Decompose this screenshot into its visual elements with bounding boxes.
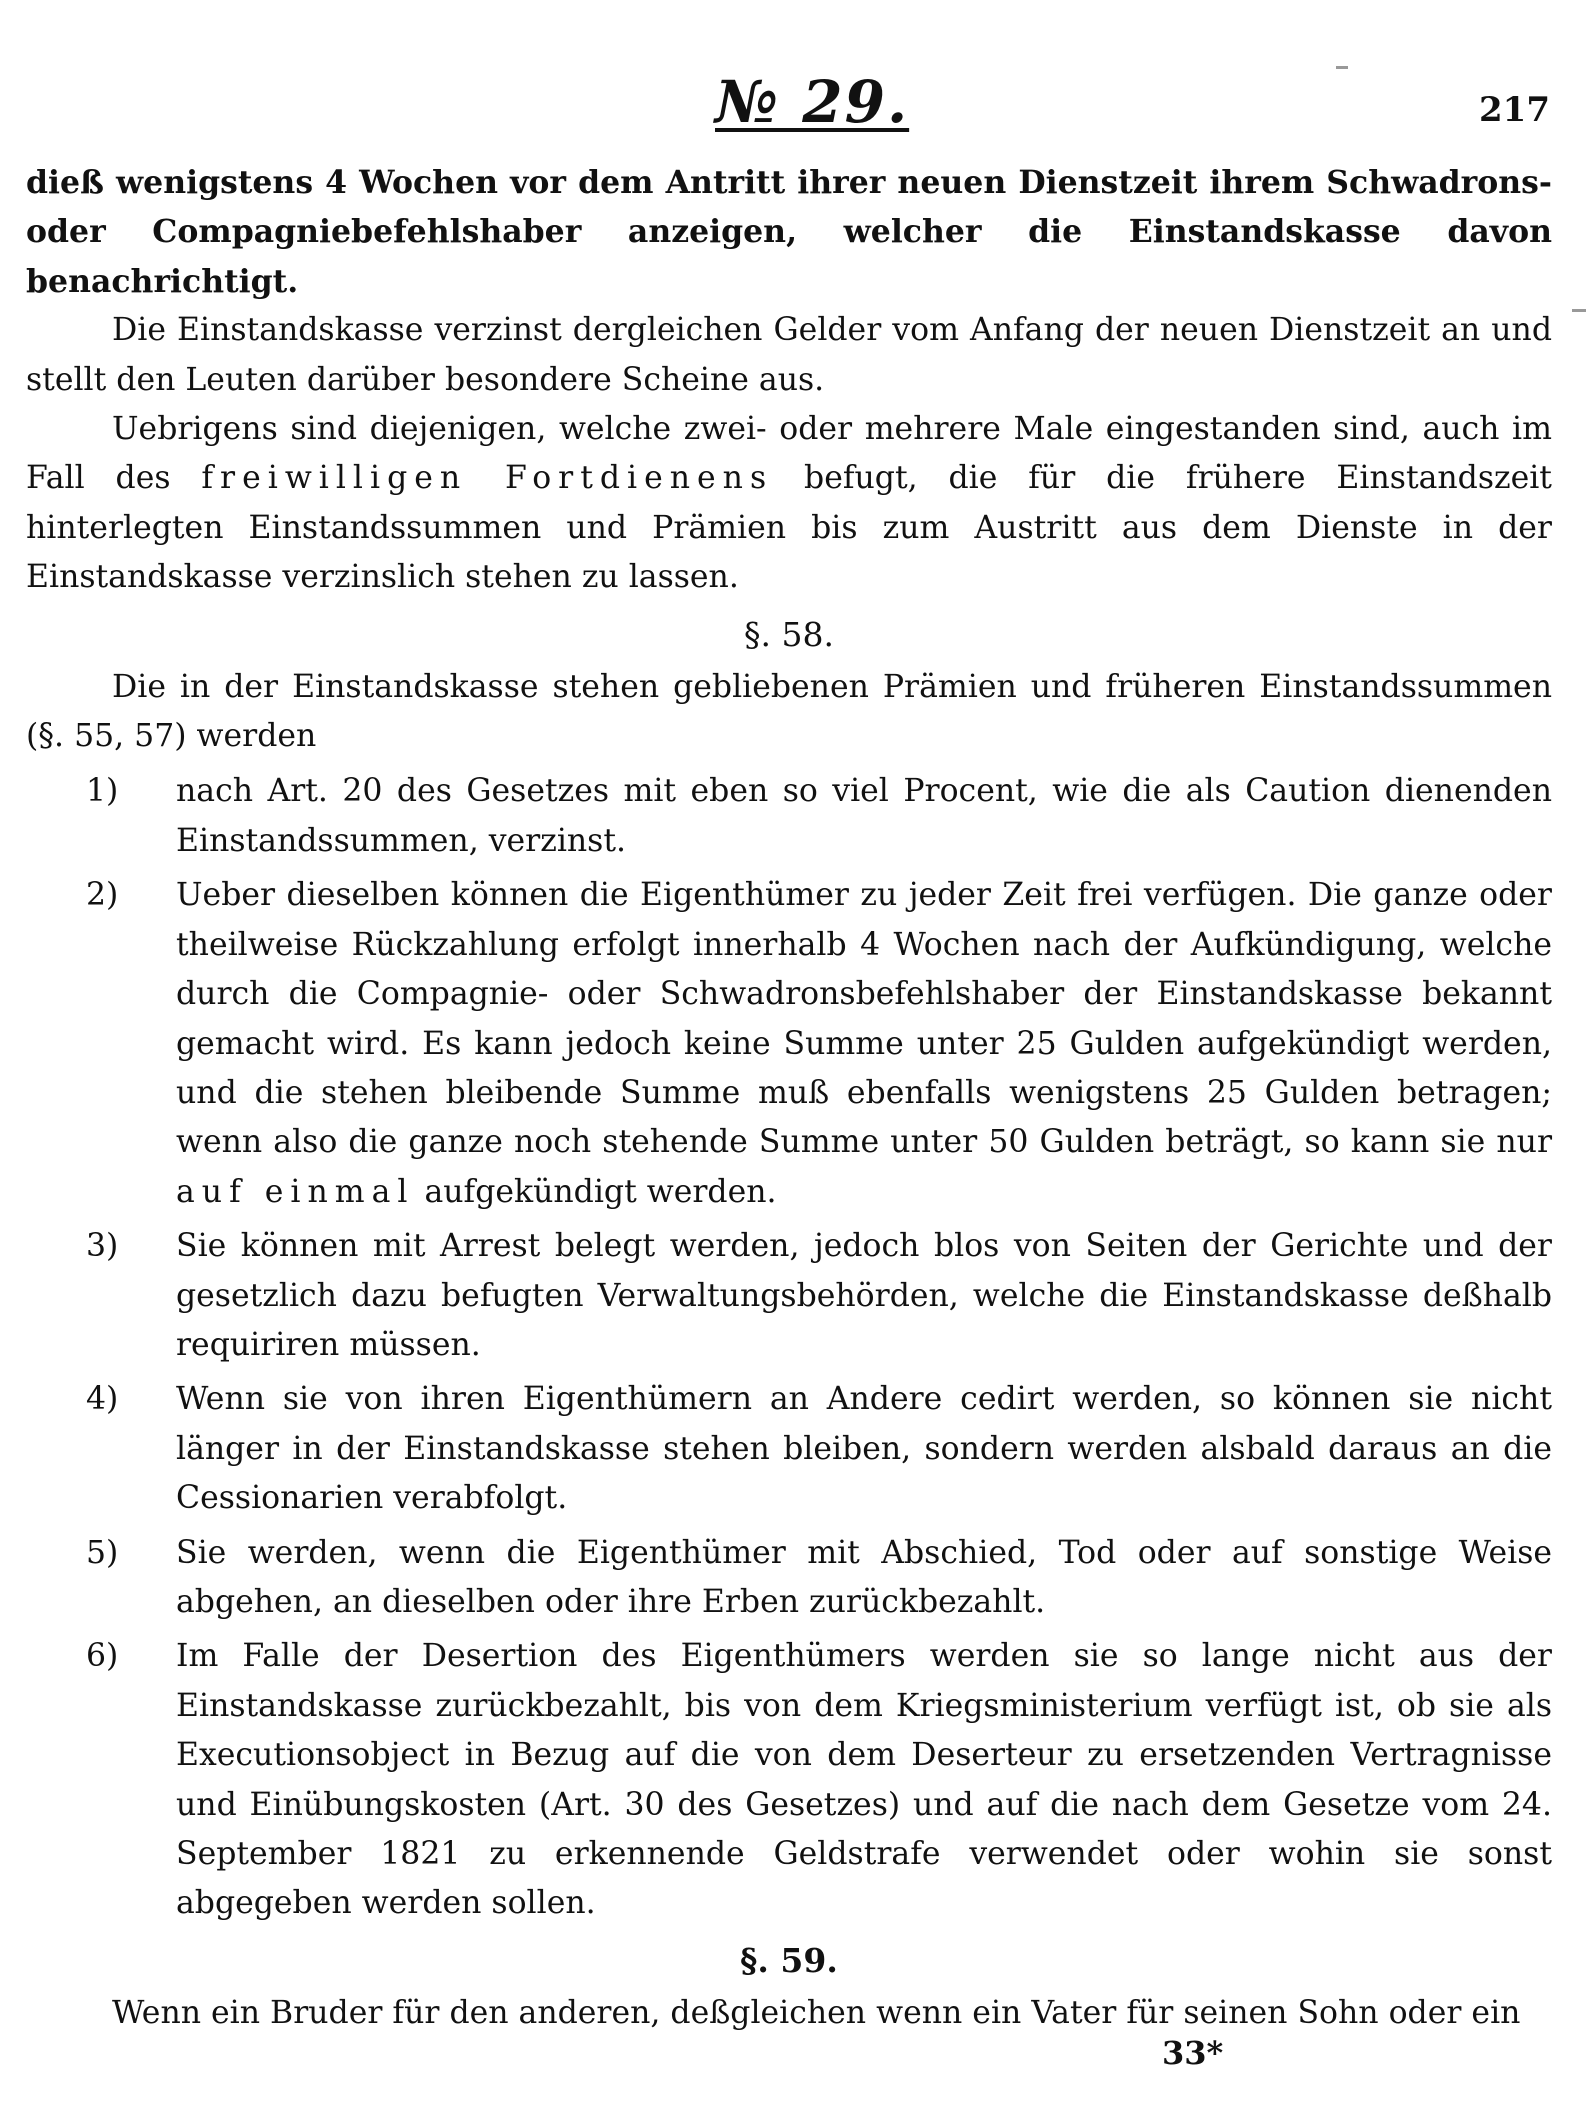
section-59-text: Wenn ein Bruder für den anderen, deßgleichen wenn ein Vater für seinen Sohn oder ein xyxy=(112,1994,1521,2031)
paragraph-text-end: befugt, die für die frühere Einstandszeit hinterlegten Einstandssummen und Prämien bis zum Austritt aus dem Dienste in der Einstandskasse verzinslich stehen zu lassen. xyxy=(26,460,1552,596)
list-text: Sie werden, wenn die Eigenthümer mit Abschied, Tod oder auf sonstige Weise abgehen, an dieselben oder ihre Erben zurückbezahlt. xyxy=(176,1534,1552,1620)
list-text-start: Ueber dieselben können die Eigenthümer zu jeder Zeit frei verfügen. Die ganze oder theilweise Rückzahlung erfolgt innerhalb 4 Wochen nach der Aufkündigung, welche durch die Compagnie- oder Schwadronsbefehlshaber der Einstandskasse bekannt gemacht wird. Es kann jedoch keine Summe unter 25 Gulden aufgekündigt werden, und die stehen bleibende Summe muß ebenfalls wenigstens 25 Gulden betragen; wenn also die ganze noch stehende Summe unter 50 Gulden beträgt, so kann sie nur xyxy=(176,877,1552,1161)
list-number: 2) xyxy=(86,877,119,914)
list-number: 3) xyxy=(86,1228,119,1265)
list-number: 5) xyxy=(86,1534,119,1571)
page-number: 217 xyxy=(1479,90,1550,130)
list-text-end: aufgekündigt werden. xyxy=(414,1173,777,1210)
list-text: Wenn sie von ihren Eigenthümern an Andere cedirt werden, so können sie nicht länger in der Einstandskasse stehen bleiben, sondern werden alsbald daraus an die Cessionarien verabfolgt. xyxy=(176,1381,1552,1517)
list-item xyxy=(86,1375,1552,1523)
print-speck xyxy=(1572,309,1586,312)
list-number: 1) xyxy=(86,773,119,810)
list-item xyxy=(86,767,1552,866)
section-heading-58: §. 58. xyxy=(744,614,834,654)
list-item xyxy=(86,1529,1552,1628)
section-58-intro: Die in der Einstandskasse stehen gebliebenen Prämien und früheren Einstandssummen (§. 55, 57) werden xyxy=(26,668,1552,755)
list-text: Im Falle der Desertion des Eigenthümers werden sie so lange nicht aus der Einstandskasse zurückbezahlt, bis von dem Kriegsministerium verfügt ist, ob sie als Executionsobject in Bezug auf die von dem Deserteur zu ersetzenden Vertragnisse und Einübungskosten (Art. 30 des Gesetzes) und auf die nach dem Gesetze vom 24. September 1821 zu erkennende Geldstrafe verwendet oder wohin sie sonst abgegeben werden sollen. xyxy=(176,1638,1552,1922)
section-heading-59: §. 59. xyxy=(740,1940,838,1980)
signature-mark: 33* xyxy=(1162,2034,1224,2072)
body-text xyxy=(26,158,1552,2038)
list-text: Sie können mit Arrest belegt werden, jedoch blos von Seiten der Gerichte und der gesetzlich dazu befugten Verwaltungsbehörden, welche die Einstandskasse deßhalb requiriren müssen. xyxy=(176,1228,1552,1363)
paragraph-repeated-service xyxy=(26,405,1552,603)
spaced-emphasis: freiwilligen Fortdienens xyxy=(201,460,774,497)
paragraph-interest: Die Einstandskasse verzinst dergleichen Gelder vom Anfang der neuen Dienstzeit an und stellt den Leuten darüber besondere Scheine aus. xyxy=(26,312,1552,398)
list-number: 4) xyxy=(86,1381,119,1418)
list-item xyxy=(86,1632,1552,1928)
list-text xyxy=(176,871,1552,1217)
print-speck xyxy=(1336,66,1348,69)
list-item xyxy=(86,871,1552,1217)
paragraph-text-start: Uebrigens sind diejenigen, welche zwei- oder mehrere Male eingestanden sind, auch im Fall des xyxy=(26,411,1552,497)
issue-number: № 29. xyxy=(715,68,910,136)
paragraph-continuation: dieß wenigstens 4 Wochen vor dem Antritt ihrer neuen Dienstzeit ihrem Schwadrons- oder Compagniebefehlshaber anzeigen, welcher die Einstandskasse davon benachrichtigt. xyxy=(26,164,1552,300)
spaced-emphasis: auf einmal xyxy=(176,1173,415,1210)
list-text: nach Art. 20 des Gesetzes mit eben so viel Procent, wie die als Caution dienenden Einstandssummen, verzinst. xyxy=(176,773,1552,859)
list-item xyxy=(86,1222,1552,1370)
list-number: 6) xyxy=(86,1638,119,1675)
